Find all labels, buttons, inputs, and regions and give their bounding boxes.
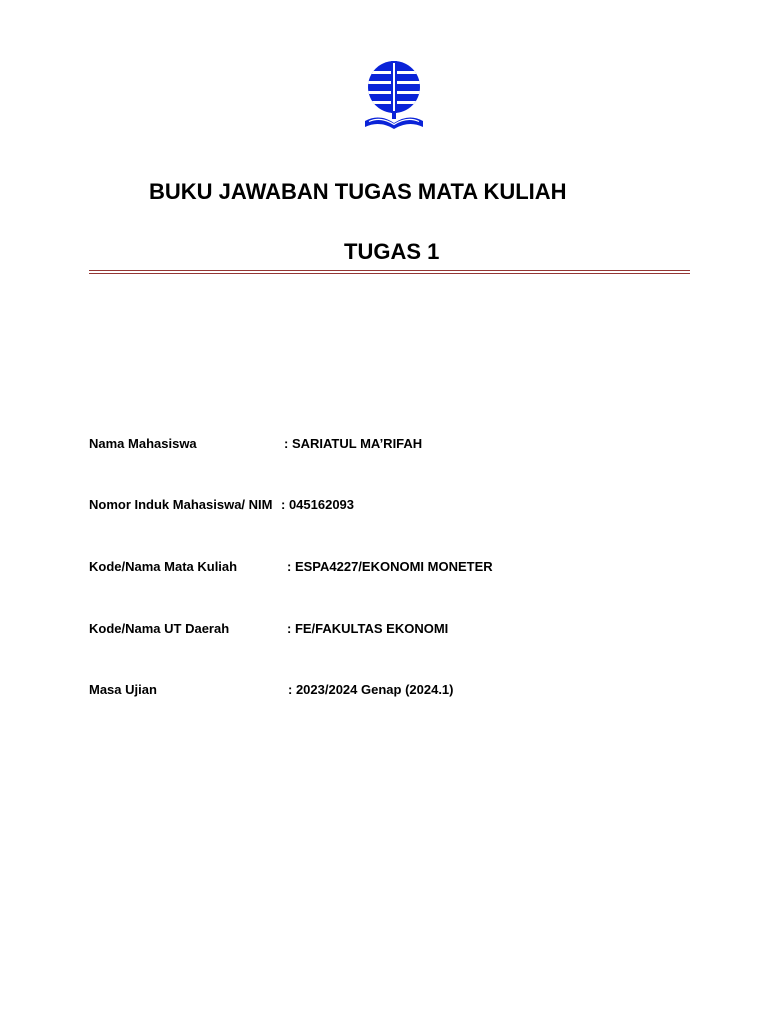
document-title: BUKU JAWABAN TUGAS MATA KULIAH	[149, 179, 567, 204]
exam-period-value: : 2023/2024 Genap (2024.1)	[288, 682, 454, 697]
student-name-label: Nama Mahasiswa	[89, 436, 197, 451]
document-subtitle: TUGAS 1	[344, 239, 440, 264]
regional-office-value: : FE/FAKULTAS EKONOMI	[287, 621, 449, 636]
exam-period-label: Masa Ujian	[89, 682, 157, 697]
university-logo-icon	[361, 57, 427, 131]
divider-line	[89, 273, 690, 274]
divider-line	[89, 270, 690, 271]
student-id-value: : 045162093	[281, 497, 355, 512]
course-label: Kode/Nama Mata Kuliah	[89, 559, 238, 574]
student-name-value: : SARIATUL MA’RIFAH	[284, 436, 423, 451]
course-value: : ESPA4227/EKONOMI MONETER	[287, 559, 493, 574]
regional-office-label: Kode/Nama UT Daerah	[89, 621, 230, 636]
student-id-label: Nomor Induk Mahasiswa/ NIM	[89, 497, 273, 512]
